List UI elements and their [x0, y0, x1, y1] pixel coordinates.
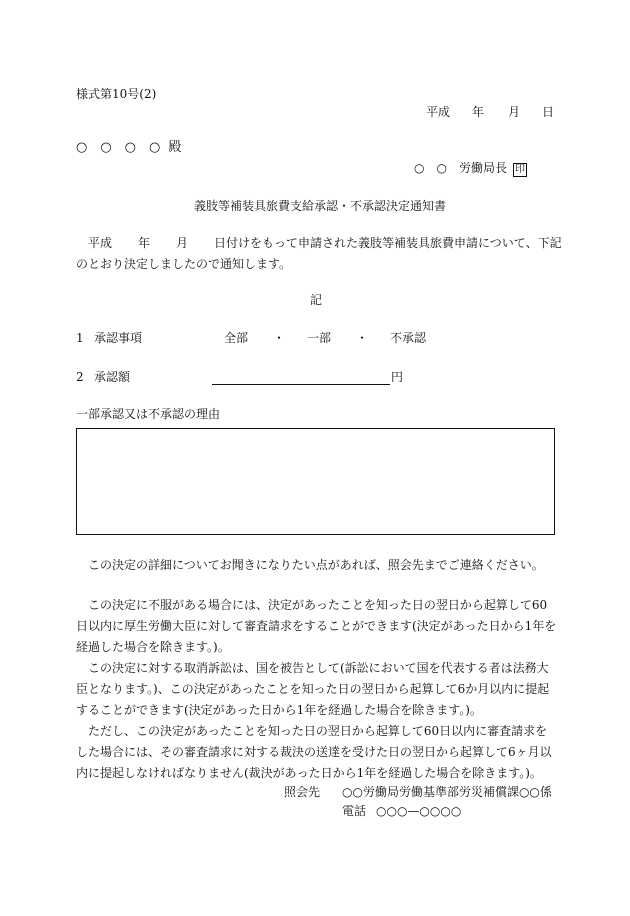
- contact-dept: ○○労働局労働基準部労災補償課○○係: [342, 785, 552, 799]
- seal-mark: 印: [514, 164, 525, 175]
- reason-label: 一部承認又は不承認の理由: [76, 407, 221, 421]
- appeal-paragraph-1: この決定に不服がある場合には、決定があったことを知った日の翌日から起算して60日以内に厚生労働大臣に対して審査請求をすることができます(決定があった日から1年を経過した場合を除きます。)。: [76, 598, 557, 654]
- intro-era: 平成: [88, 236, 113, 250]
- option-disapproved: 不承認: [390, 331, 427, 345]
- appeal-section: [76, 595, 558, 784]
- document-title: 義肢等補装具旅費支給承認・不承認決定通知書: [194, 199, 447, 213]
- date-year-unit: 年: [472, 105, 485, 119]
- addressee-name: ○ ○ ○ ○: [76, 140, 161, 155]
- item-2-label: 承認額: [94, 370, 131, 384]
- item-1-label: 承認事項: [94, 331, 143, 345]
- addressee-honorific: 殿: [168, 140, 182, 155]
- item-2-number: 2: [76, 370, 84, 384]
- reason-box: [76, 428, 555, 535]
- inquiry-note: この決定の詳細についてお聞きになりたい点があれば、照会先までご連絡ください。: [88, 558, 544, 572]
- intro-line-2: のとおり決定しましたので通知します。: [76, 257, 292, 271]
- phone-number: ○○○—○○○○: [376, 804, 462, 818]
- intro-line-1: [88, 235, 562, 251]
- contact-label: 照会先: [284, 785, 321, 799]
- ki-heading: 記: [310, 293, 323, 307]
- intro-year-unit: 年: [138, 236, 151, 250]
- option-separator-2: ・: [356, 331, 369, 345]
- option-partial: 一部: [307, 331, 332, 345]
- amount-line: [212, 372, 390, 385]
- amount-unit: 円: [391, 370, 404, 384]
- option-separator-1: ・: [273, 331, 286, 345]
- issuer: [414, 160, 527, 177]
- appeal-paragraph-2: この決定に対する取消訴訟は、国を被告として(訴訟において国を代表する者は法務大臣となります。)、この決定があったことを知った日の翌日から起算して6か月以内に提起することができます(決定があった日から1年を経過した場合を除きます。)。: [76, 661, 550, 717]
- addressee: [76, 140, 181, 156]
- date-month-unit: 月: [508, 105, 521, 119]
- contact-phone: [342, 803, 461, 819]
- date-era: 平成: [426, 105, 451, 119]
- item-1-number: 1: [76, 331, 84, 345]
- issuer-name: ○ ○ 労働局長: [414, 161, 507, 175]
- intro-month-unit: 月: [176, 236, 189, 250]
- intro-rest: 日付けをもって申請された義肢等補装具旅費申請について、下記: [214, 236, 562, 250]
- amount-field: [212, 369, 403, 385]
- issue-date: [426, 104, 554, 120]
- phone-label: 電話: [342, 804, 367, 818]
- option-all: 全部: [224, 331, 249, 345]
- appeal-paragraph-3: ただし、この決定があったことを知った日の翌日から起算して60日以内に審査請求をした場合には、その審査請求に対する裁決の送達を受けた日の翌日から起算して6ヶ月以内に提起しなければなりません(裁決があった日から1年を経過した場合を除きます。)。: [76, 724, 552, 780]
- form-number: 様式第10号(2): [76, 87, 157, 101]
- date-day-unit: 日: [542, 105, 555, 119]
